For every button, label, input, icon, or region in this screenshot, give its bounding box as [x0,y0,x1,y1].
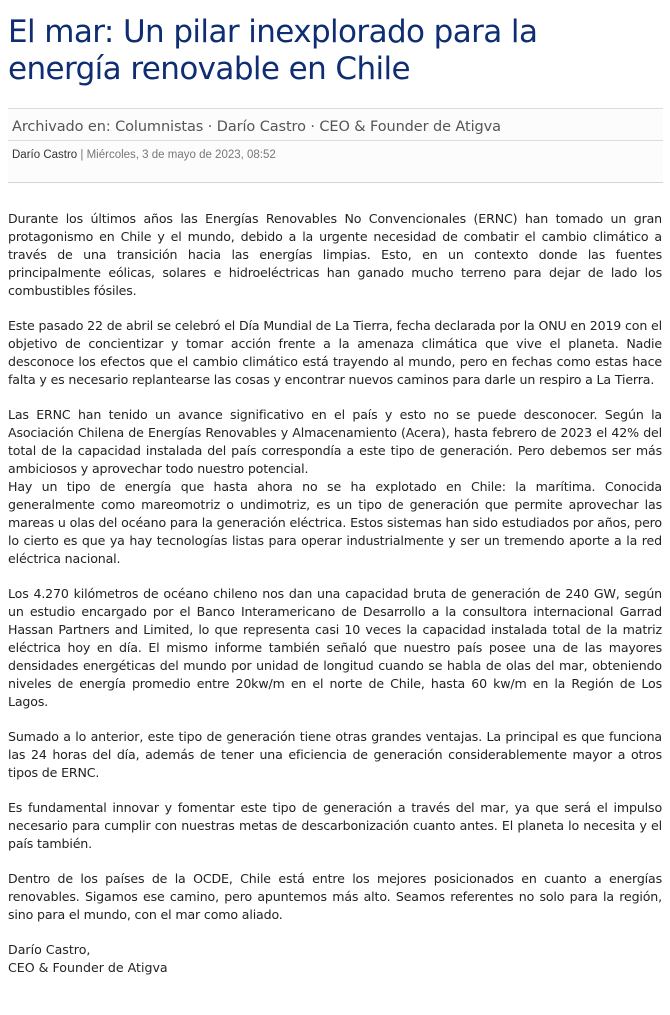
article-paragraph: Los 4.270 kilómetros de océano chileno nos dan una capacidad bruta de generación de 240 GW, según un estudio encargado por el Banco Interamericano de Desarrollo a la consultora internacional Garrad Hassan Partners and Limited, lo que representa casi 10 veces la capacidad instalada total de la matriz eléctrica hoy en día. El mismo informe también señaló que nuestro país posee una de las mayores densidades energéticas del mundo por unidad de longitud cuando se habla de olas del mar, obteniendo niveles de energía promedio entre 20kw/m en el norte de Chile, hasta 60 kw/m en la Región de Los Lagos. [8,586,662,709]
article-paragraph: Este pasado 22 de abril se celebró el Día Mundial de La Tierra, fecha declarada por la ONU en 2019 con el objetivo de concientizar y tomar acción frente a la amenaza climática que vive el planeta. Nadie desconoce los efectos que el cambio climático está trayendo al mundo, pero en fechas como estas hace falta y es necesario replantearse las cosas y encontrar nuevos caminos para darle un respiro a La Tierra. [8,318,662,387]
article-title: El mar: Un pilar inexplorado para la energía renovable en Chile [8,14,538,87]
meta-divider [8,140,663,141]
byline-date: Miércoles, 3 de mayo de 2023, 08:52 [86,149,276,161]
article-paragraph: Dentro de los países de la OCDE, Chile está entre los mejores posicionados en cuanto a energías renovables. Sigamos ese camino, pero apuntemos más alto. Seamos referentes no solo para la región, sino para el mundo, con el mar como aliado. [8,871,662,922]
byline-separator: | [77,149,87,161]
article-paragraph: Es fundamental innovar y fomentar este tipo de generación a través del mar, ya que será el impulso necesario para cumplir con nuestras metas de descarbonización cuanto antes. El planeta lo necesita y el país también. [8,800,662,851]
article-paragraph: Durante los últimos años las Energías Renovables No Convencionales (ERNC) han tomado un gran protagonismo en Chile y el mundo, debido a la urgente necesidad de combatir el cambio climático a través de una transición hacia las energías limpias. Esto, en un contexto donde las fuentes principalmente eólicas, solares e hidroeléctricas han ganado mucho terreno para dejar de lado los combustibles fósiles. [8,211,662,298]
article-body [8,210,662,977]
signature-name: Darío Castro, [8,942,91,957]
article-paragraph: Sumado a lo anterior, este tipo de generación tiene otras grandes ventajas. La principal es que funciona las 24 horas del día, además de tener una eficiencia de generación considerablemente mayor a otros tipos de ERNC. [8,729,662,780]
article-meta [8,108,663,183]
filed-in-breadcrumb: Archivado en: Columnistas · Darío Castro · CEO & Founder de Atigva [12,119,501,135]
signature-role: CEO & Founder de Atigva [8,960,168,975]
article-paragraph: Hay un tipo de energía que hasta ahora no se ha explotado en Chile: la marítima. Conocida generalmente como mareomotriz o undimotriz, es un tipo de generación que permite aprovechar las mareas u olas del océano para la generación eléctrica. Estos sistemas han sido estudiados por años, pero lo cierto es que ya hay tecnologías listas para operar industrialmente y ser un tremendo aporte a la red eléctrica nacional. [8,479,662,566]
article-paragraph: Las ERNC han tenido un avance significativo en el país y esto no se puede desconocer. Según la Asociación Chilena de Energías Renovables y Almacenamiento (Acera), hasta febrero de 2023 el 42% del total de la capacidad instalada del país correspondía a este tipo de generación. Pero debemos ser más ambiciosos y aprovechar todo nuestro potencial. [8,407,662,476]
byline-author[interactable]: Darío Castro [12,149,78,161]
byline [12,147,276,163]
